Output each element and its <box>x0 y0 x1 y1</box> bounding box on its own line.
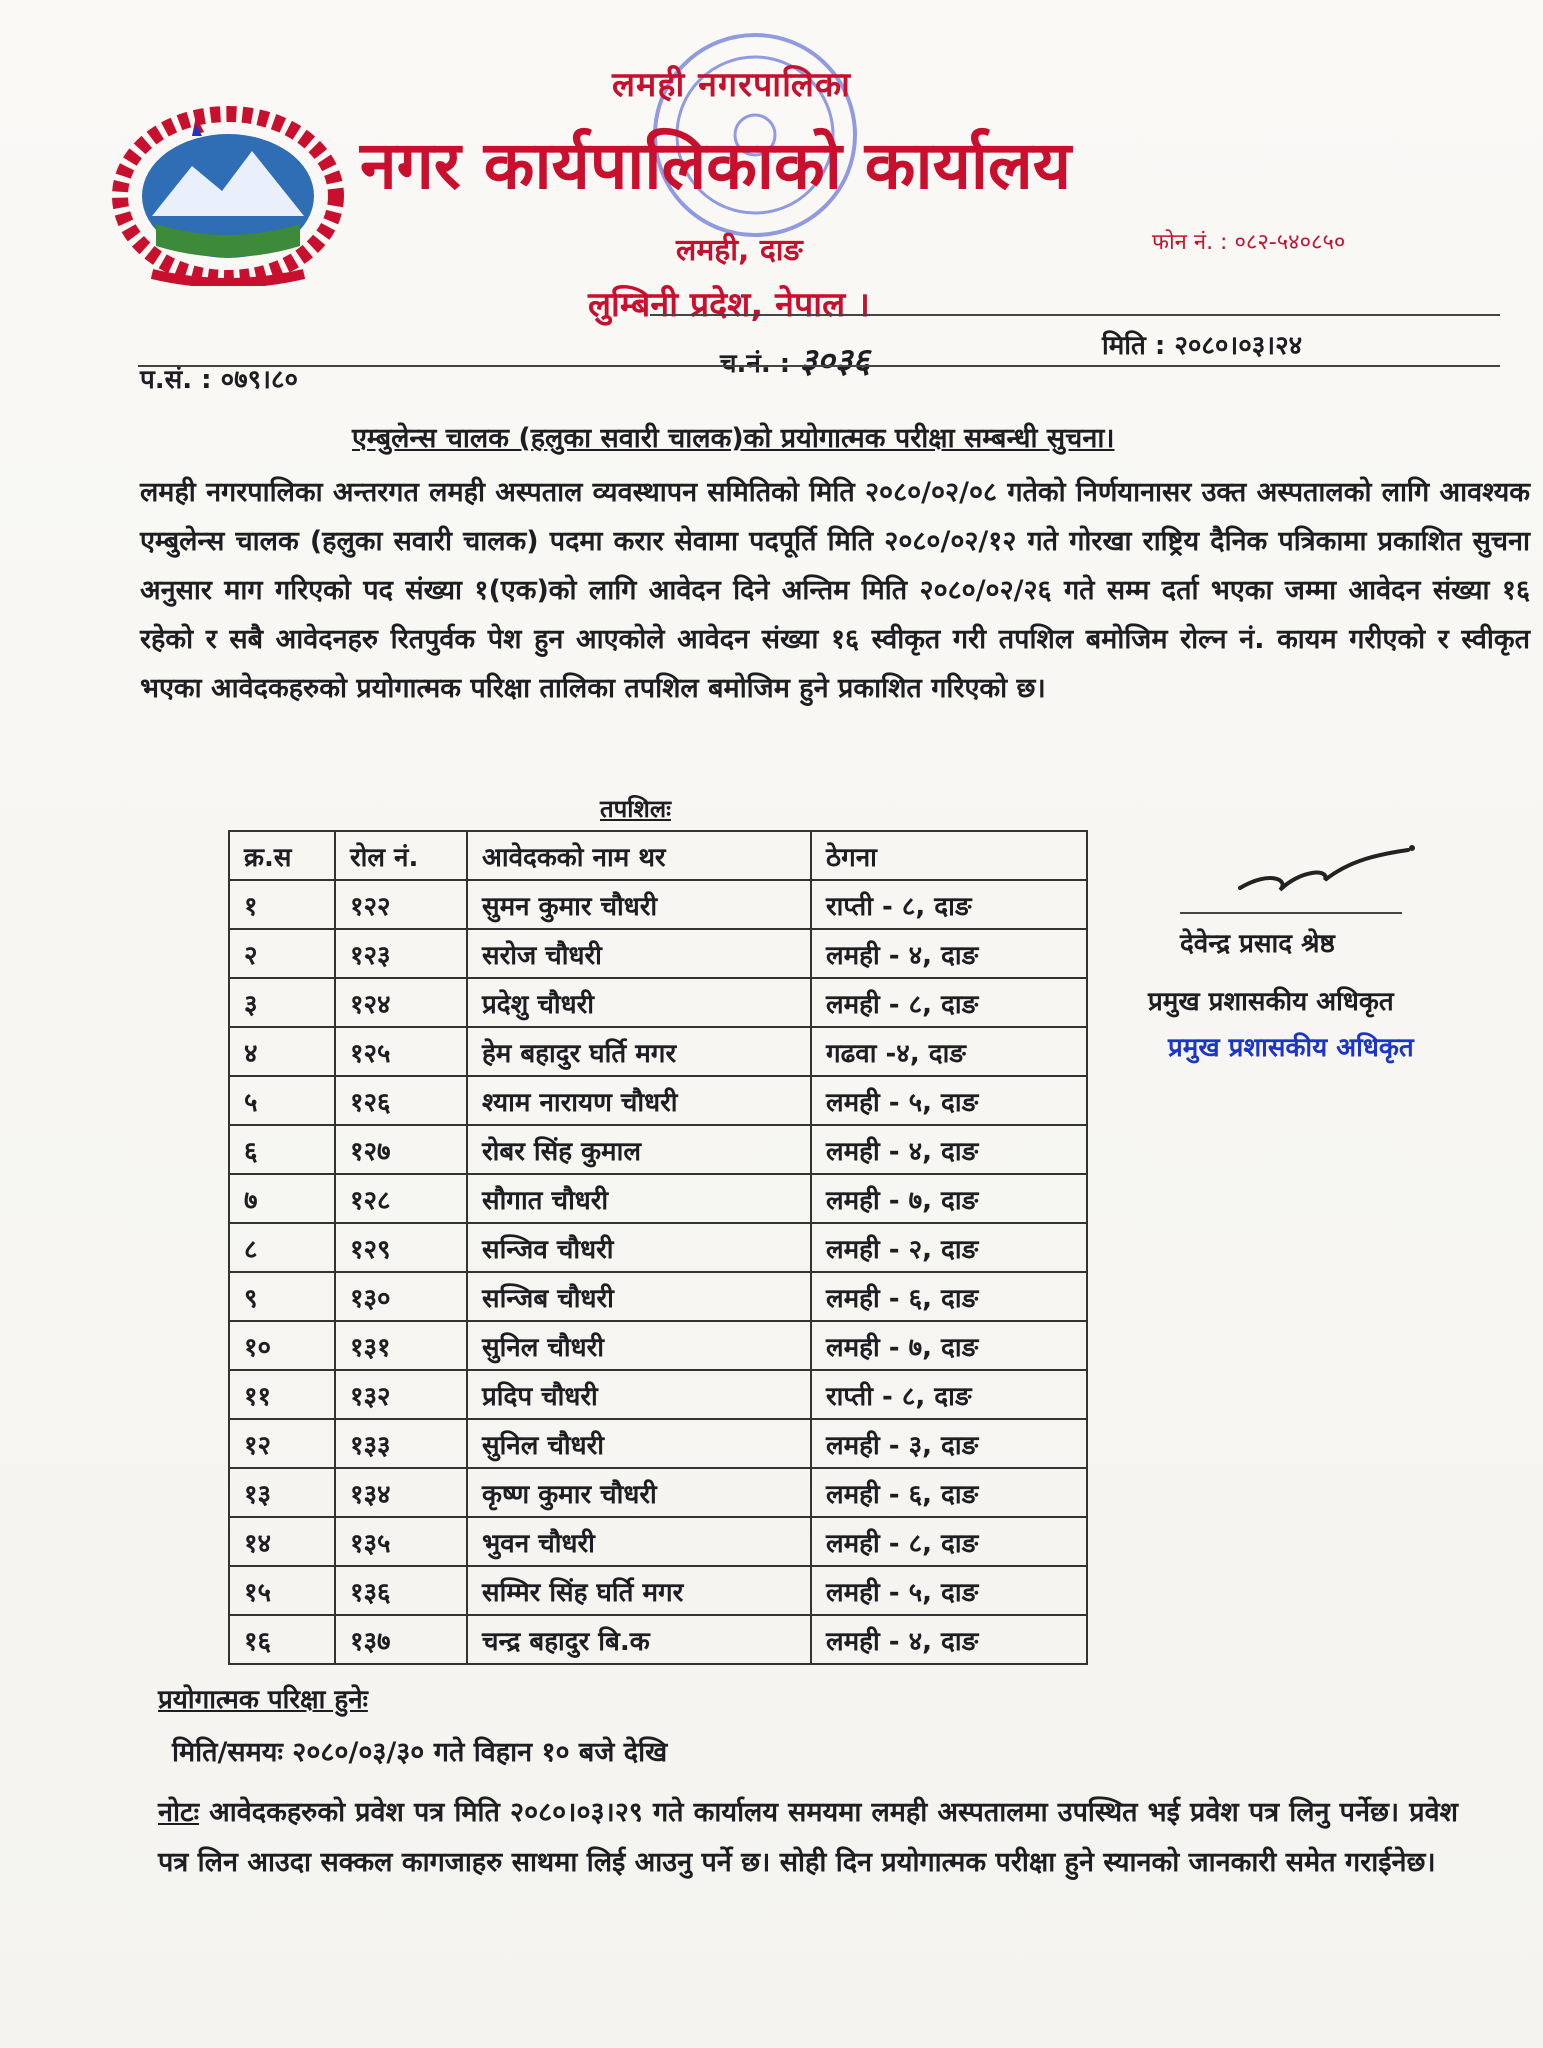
table-row <box>229 1223 1087 1272</box>
cell-address: लमही - ८, दाङ <box>811 978 1087 1027</box>
cell-name: सम्मिर सिंह घर्ति मगर <box>467 1566 811 1615</box>
province-line: लुम्बिनी प्रदेश, नेपाल । <box>588 285 870 325</box>
cell-address: लमही - ७, दाङ <box>811 1174 1087 1223</box>
nepal-emblem-icon <box>112 96 344 286</box>
cell-serial: १५ <box>229 1566 335 1615</box>
cell-address: लमही - ६, दाङ <box>811 1272 1087 1321</box>
cell-address: लमही - ८, दाङ <box>811 1517 1087 1566</box>
notice-subject: एम्बुलेन्स चालक (हलुका सवारी चालक)को प्रयोगात्मक परीक्षा सम्बन्धी सुचना। <box>352 423 1115 454</box>
reference-cn-value: ३०३६ <box>799 341 870 381</box>
cell-serial: १४ <box>229 1517 335 1566</box>
cell-roll: १२४ <box>335 978 467 1027</box>
phone-number: फोन नं. : ०८२-५४०८५० <box>1152 230 1346 255</box>
header-divider-top <box>650 314 1500 316</box>
table-row <box>229 1076 1087 1125</box>
cell-roll: १२९ <box>335 1223 467 1272</box>
table-row <box>229 1321 1087 1370</box>
cell-name: सुनिल चौधरी <box>467 1419 811 1468</box>
table-row <box>229 1272 1087 1321</box>
cell-address: लमही - २, दाङ <box>811 1223 1087 1272</box>
table-row <box>229 1419 1087 1468</box>
cell-roll: १२२ <box>335 880 467 929</box>
cell-roll: १२७ <box>335 1125 467 1174</box>
cell-name: सरोज चौधरी <box>467 929 811 978</box>
cell-serial: ९ <box>229 1272 335 1321</box>
cell-name: सन्जिव चौधरी <box>467 1223 811 1272</box>
cell-roll: १३३ <box>335 1419 467 1468</box>
cell-serial: १६ <box>229 1615 335 1664</box>
cell-name: चन्द्र बहादुर बि.क <box>467 1615 811 1664</box>
cell-serial: १ <box>229 880 335 929</box>
signatory-title: प्रमुख प्रशासकीय अधिकृत <box>1148 987 1394 1017</box>
exam-heading: प्रयोगात्मक परिक्षा हुनेः <box>158 1685 368 1715</box>
table-row <box>229 1615 1087 1664</box>
cell-roll: १३५ <box>335 1517 467 1566</box>
cell-serial: १३ <box>229 1468 335 1517</box>
cell-address: लमही - ७, दाङ <box>811 1321 1087 1370</box>
table-row <box>229 1174 1087 1223</box>
table-row <box>229 1125 1087 1174</box>
office-title: नगर कार्यपालिकाको कार्यालय <box>360 127 1071 204</box>
notice-body: लमही नगरपालिका अन्तरगत लमही अस्पताल व्यवस्थापन समितिको मिति २०८०/०२/०८ गतेको निर्णयानासर उक्त अस्पतालको लागि आवश्यक एम्बुलेन्स चालक (हलुका सवारी चालक) पदमा करार सेवामा पदपूर्ति मिति २०८०/०२/१२ गते गोरखा राष्ट्रिय दैनिक पत्रिकामा प्रकाशित सुचना अनुसार माग गरिएको पद संख्या १(एक)को लागि आवेदन दिने अन्तिम मिति २०८०/०२/२६ गते सम्म दर्ता भएका जम्मा आवेदन संख्या १६ रहेको र सबै आवेदनहरु रितपुर्वक पेश हुन आएकोले आवेदन संख्या १६ स्वीकृत गरी तपशिल बमोजिम रोल्न नं. कायम गरीएको र स्वीकृत भएका आवेदकहरुको प्रयोगात्मक परिक्षा तालिका तपशिल बमोजिम हुने प्रकाशित गरिएको छ। <box>140 477 1530 704</box>
cell-name: कृष्ण कुमार चौधरी <box>467 1468 811 1517</box>
cell-name: रोबर सिंह कुमाल <box>467 1125 811 1174</box>
note-text: आवेदकहरुको प्रवेश पत्र मिति २०८०।०३।२९ गते कार्यालय समयमा लमही अस्पतालमा उपस्थित भई प्रवेश पत्र लिनु पर्नेछ। प्रवेश पत्र लिन आउदा सक्कल कागजाहरु साथमा लिई आउनु पर्ने छ। सोही दिन प्रयोगात्मक परीक्षा हुने स्यानको जानकारी समेत गराईनेछ। <box>158 1797 1458 1878</box>
reference-cn <box>720 336 870 382</box>
cell-address: लमही - ६, दाङ <box>811 1468 1087 1517</box>
header-name: आवेदकको नाम थर <box>467 831 811 880</box>
table-row <box>229 1370 1087 1419</box>
cell-serial: १० <box>229 1321 335 1370</box>
cell-serial: १२ <box>229 1419 335 1468</box>
cell-name: सुमन कुमार चौधरी <box>467 880 811 929</box>
cell-roll: १३१ <box>335 1321 467 1370</box>
note-paragraph <box>158 1788 1458 1888</box>
signature-scribble-icon <box>1230 840 1420 900</box>
cell-roll: १३२ <box>335 1370 467 1419</box>
cell-name: सुनिल चौधरी <box>467 1321 811 1370</box>
table-row <box>229 1566 1087 1615</box>
cell-address: गढवा -४, दाङ <box>811 1027 1087 1076</box>
cell-roll: १३६ <box>335 1566 467 1615</box>
note-label: नोटः <box>158 1797 200 1828</box>
cell-address: राप्ती - ८, दाङ <box>811 1370 1087 1419</box>
table-row <box>229 1027 1087 1076</box>
signatory-name: देवेन्द्र प्रसाद श्रेष्ठ <box>1180 929 1335 959</box>
cell-name: प्रदेशु चौधरी <box>467 978 811 1027</box>
cell-address: लमही - ४, दाङ <box>811 1125 1087 1174</box>
table-row <box>229 1517 1087 1566</box>
cell-address: लमही - ३, दाङ <box>811 1419 1087 1468</box>
reference-date: मिति : २०८०।०३।२४ <box>1102 331 1303 361</box>
table-title: तपशिलः <box>600 795 671 823</box>
table-row <box>229 880 1087 929</box>
cell-address: लमही - ४, दाङ <box>811 1615 1087 1664</box>
cell-serial: ८ <box>229 1223 335 1272</box>
cell-address: लमही - ४, दाङ <box>811 929 1087 978</box>
reference-cn-label: च.नं. : <box>720 349 791 379</box>
cell-serial: २ <box>229 929 335 978</box>
cell-address: राप्ती - ८, दाङ <box>811 880 1087 929</box>
office-location: लमही, दाङ <box>676 233 803 268</box>
header-address: ठेगना <box>811 831 1087 880</box>
cell-serial: ११ <box>229 1370 335 1419</box>
cell-serial: ७ <box>229 1174 335 1223</box>
table-row <box>229 929 1087 978</box>
cell-roll: १३० <box>335 1272 467 1321</box>
cell-address: लमही - ५, दाङ <box>811 1566 1087 1615</box>
cell-serial: ३ <box>229 978 335 1027</box>
signatory-stamp: प्रमुख प्रशासकीय अधिकृत <box>1168 1033 1414 1063</box>
applicants-table <box>228 830 1088 1665</box>
exam-datetime: मिति/समयः २०८०/०३/३० गते विहान १० बजे देखि <box>172 1737 668 1768</box>
cell-roll: १२५ <box>335 1027 467 1076</box>
cell-serial: ४ <box>229 1027 335 1076</box>
cell-serial: ६ <box>229 1125 335 1174</box>
reference-ps: प.सं. : ०७९।८० <box>140 365 299 395</box>
cell-roll: १३४ <box>335 1468 467 1517</box>
municipality-name: लमही नगरपालिका <box>612 65 851 105</box>
cell-name: प्रदिप चौधरी <box>467 1370 811 1419</box>
header-divider-bottom <box>138 365 1500 367</box>
cell-address: लमही - ५, दाङ <box>811 1076 1087 1125</box>
cell-serial: ५ <box>229 1076 335 1125</box>
signature-line <box>1180 912 1402 914</box>
header-serial: क्र.स <box>229 831 335 880</box>
cell-roll: १३७ <box>335 1615 467 1664</box>
cell-roll: १२६ <box>335 1076 467 1125</box>
cell-name: सन्जिब चौधरी <box>467 1272 811 1321</box>
header-roll: रोल नं. <box>335 831 467 880</box>
cell-name: श्याम नारायण चौधरी <box>467 1076 811 1125</box>
cell-name: भुवन चौधरी <box>467 1517 811 1566</box>
cell-roll: १२८ <box>335 1174 467 1223</box>
cell-roll: १२३ <box>335 929 467 978</box>
table-row <box>229 978 1087 1027</box>
table-row <box>229 1468 1087 1517</box>
table-header-row <box>229 831 1087 880</box>
cell-name: हेम बहादुर घर्ति मगर <box>467 1027 811 1076</box>
cell-name: सौगात चौधरी <box>467 1174 811 1223</box>
